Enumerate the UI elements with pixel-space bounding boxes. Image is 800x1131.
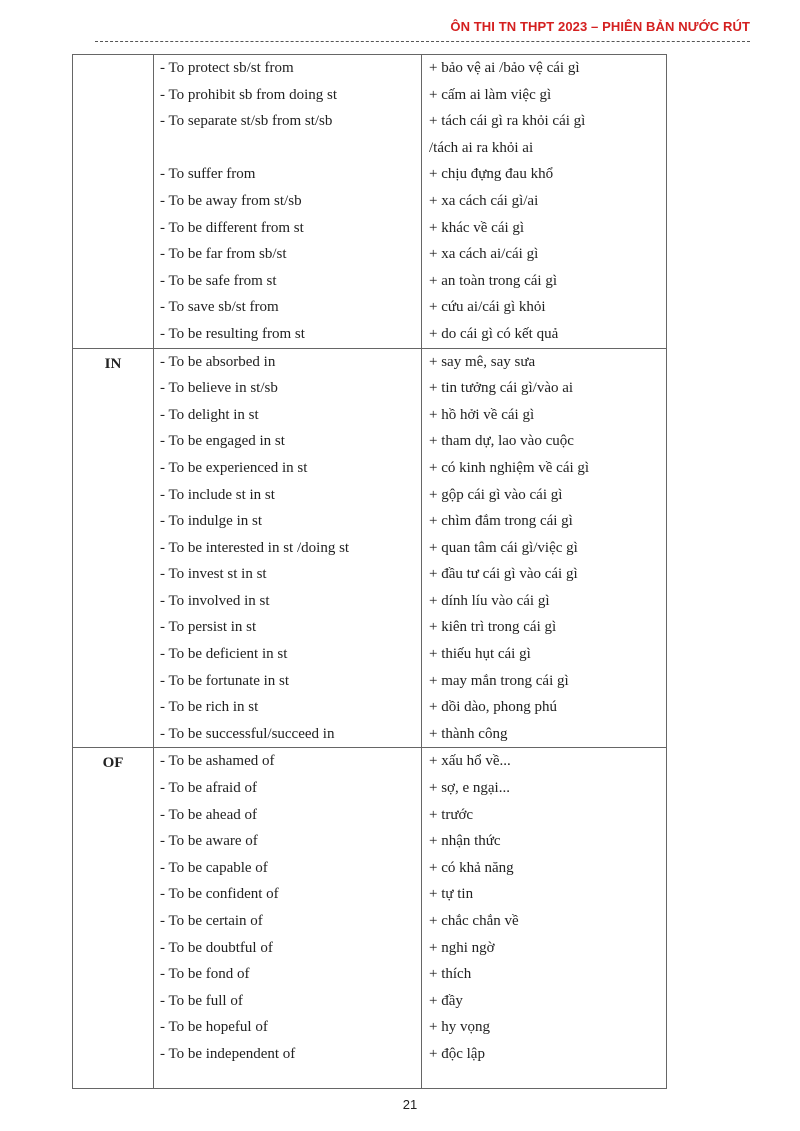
phrase-text: - To be fortunate in st	[160, 672, 290, 689]
phrase-text: - To invest st in st	[160, 566, 267, 583]
phrase-text: - To be aware of	[160, 833, 258, 850]
meaning-text: + nhận thức	[429, 833, 501, 850]
phrase-text: - To be hopeful of	[160, 1019, 268, 1036]
phrase-text: - To be different from st	[160, 219, 304, 236]
meaning-text: + tin tưởng cái gì/vào ai	[429, 380, 574, 397]
meaning-text: + thiếu hụt cái gì	[429, 646, 531, 663]
meaning-text: + say mê, say sưa	[429, 353, 536, 370]
meaning-text: + khác về cái gì	[429, 219, 525, 236]
preposition-label: OF	[102, 755, 124, 772]
meaning-text: + đầy	[429, 992, 463, 1009]
preposition-table	[72, 54, 667, 1089]
meaning-cell	[422, 348, 667, 748]
meaning-text: + thành công	[429, 725, 508, 742]
phrase-cell	[154, 55, 422, 349]
phrase-text: - To be far from sb/st	[160, 246, 287, 263]
meaning-text: + chắc chắn về	[429, 913, 519, 929]
phrase-text: - To delight in st	[160, 406, 259, 423]
preposition-cell	[73, 348, 154, 748]
meaning-text: + thích	[429, 966, 472, 983]
phrase-text: - To be confident of	[160, 886, 279, 903]
phrase-text: - To be capable of	[160, 859, 268, 876]
meaning-text: + đầu tư cái gì vào cái gì	[429, 566, 578, 583]
meaning-text: + xa cách ai/cái gì	[429, 246, 539, 263]
meaning-text: + do cái gì có kết quả	[429, 325, 559, 342]
meaning-text: + có kinh nghiệm về cái gì	[429, 459, 590, 476]
phrase-text: - To save sb/st from	[160, 299, 279, 316]
meaning-text: + chìm đắm trong cái gì	[429, 513, 573, 530]
phrase-text: - To suffer from	[160, 166, 256, 183]
meaning-text: + dính líu vào cái gì	[429, 592, 550, 609]
meaning-text: + quan tâm cái gì/việc gì	[429, 539, 578, 556]
phrase-text: - To be ashamed of	[160, 753, 275, 770]
phrase-text: - To be ahead of	[160, 806, 257, 823]
phrase-text	[154, 135, 421, 162]
phrase-text: - To be successful/succeed in	[160, 725, 335, 742]
preposition-label: IN	[104, 355, 122, 372]
section-row	[73, 55, 667, 349]
meaning-text: + tự tin	[429, 886, 474, 903]
phrase-text: - To involved in st	[160, 592, 270, 609]
meaning-text: + may mắn trong cái gì	[429, 672, 569, 689]
phrase-text: - To include st in st	[160, 486, 275, 503]
phrase-text: - To be rich in st	[160, 699, 259, 716]
meaning-text: + tham dự, lao vào cuộc	[429, 433, 574, 450]
phrase-text: - To be fond of	[160, 966, 250, 983]
meaning-text: + kiên trì trong cái gì	[429, 619, 557, 636]
meaning-text: + tách cái gì ra khỏi cái gì	[429, 113, 586, 130]
preposition-label	[73, 55, 153, 62]
meaning-text: + cứu ai/cái gì khỏi	[429, 299, 546, 316]
meaning-text: + dồi dào, phong phú	[429, 699, 558, 716]
meaning-text: + trước	[429, 806, 474, 823]
meaning-cell	[422, 55, 667, 349]
meaning-text: + chịu đựng đau khổ	[429, 166, 554, 183]
phrase-text: - To be resulting from st	[160, 325, 305, 342]
meaning-text: + xấu hổ về...	[429, 753, 511, 770]
phrase-text: - To prohibit sb from doing st	[160, 86, 338, 103]
meaning-text: + gộp cái gì vào cái gì	[429, 486, 563, 503]
section-row	[73, 748, 667, 1088]
cell-spacer	[154, 1068, 421, 1088]
meaning-text: + nghi ngờ	[429, 939, 495, 956]
preposition-cell	[73, 748, 154, 1088]
phrase-text: - To be absorbed in	[160, 353, 276, 370]
document-header-title: ÔN THI TN THPT 2023 – PHIÊN BẢN NƯỚC RÚT	[450, 19, 750, 34]
phrase-cell	[154, 348, 422, 748]
phrase-text: - To be independent of	[160, 1045, 296, 1062]
header-divider	[95, 41, 750, 42]
meaning-text: /tách ai ra khỏi ai	[429, 139, 534, 156]
meaning-text: + an toàn trong cái gì	[429, 272, 558, 289]
phrase-text: - To be safe from st	[160, 272, 277, 289]
meaning-text: + bảo vệ ai /bảo vệ cái gì	[429, 60, 580, 76]
phrase-text: - To protect sb/st from	[160, 60, 294, 76]
preposition-cell	[73, 55, 154, 349]
cell-spacer	[422, 1068, 666, 1088]
phrase-text: - To be afraid of	[160, 780, 257, 797]
phrase-text: - To be away from st/sb	[160, 192, 302, 209]
meaning-text: + cấm ai làm việc gì	[429, 86, 552, 103]
phrase-cell	[154, 748, 422, 1088]
phrase-text: - To separate st/sb from st/sb	[160, 113, 333, 130]
meaning-text: + sợ, e ngại...	[429, 780, 510, 797]
phrase-text: - To believe in st/sb	[160, 380, 278, 397]
phrase-text: - To be certain of	[160, 913, 263, 929]
meaning-text: + có khả năng	[429, 859, 514, 876]
phrase-text: - To be experienced in st	[160, 459, 308, 476]
meaning-text: + hồ hởi về cái gì	[429, 406, 535, 423]
phrase-text: - To be engaged in st	[160, 433, 285, 450]
page-number: 21	[402, 1097, 418, 1112]
meaning-text: + xa cách cái gì/ai	[429, 192, 539, 209]
phrase-text: - To be doubtful of	[160, 939, 273, 956]
section-row	[73, 348, 667, 748]
phrase-text: - To be full of	[160, 992, 243, 1009]
preposition-table-body	[73, 55, 667, 1089]
meaning-cell	[422, 748, 667, 1088]
meaning-text: + hy vọng	[429, 1019, 490, 1036]
phrase-text: - To persist in st	[160, 619, 257, 636]
phrase-text: - To be deficient in st	[160, 646, 288, 663]
phrase-text: - To indulge in st	[160, 513, 263, 530]
phrase-text: - To be interested in st /doing st	[160, 539, 350, 556]
meaning-text: + độc lập	[429, 1045, 485, 1062]
